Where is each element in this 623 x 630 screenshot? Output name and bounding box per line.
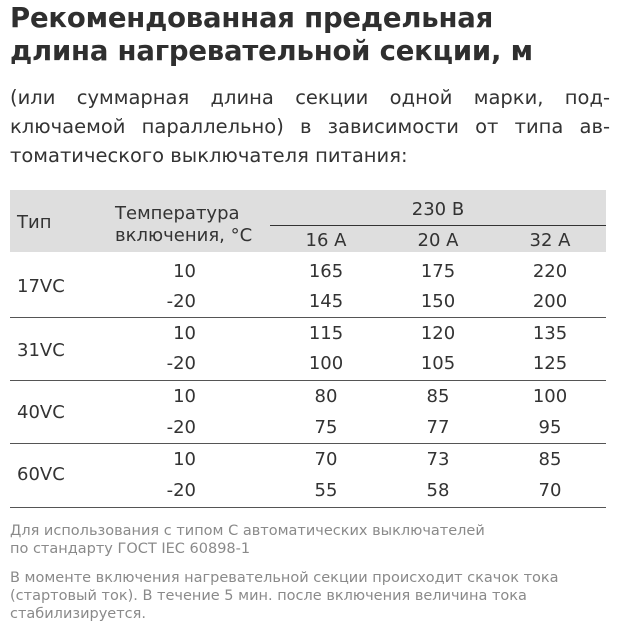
temp-cell: 10 (173, 449, 196, 470)
footnote-line: стабилизируется. (10, 606, 146, 622)
value-cell: 77 (426, 417, 450, 438)
row-divider (10, 317, 606, 318)
footnote-line: Для использования с типом С автоматических выключателей (10, 523, 485, 539)
temp-cell: -20 (166, 291, 196, 312)
header-voltage: 230 В (411, 199, 465, 220)
row-divider (10, 443, 606, 444)
temp-cell: -20 (166, 480, 196, 501)
row-divider (10, 380, 606, 381)
value-cell: 175 (420, 261, 456, 282)
header-type: Тип (17, 212, 52, 233)
value-cell: 165 (308, 261, 344, 282)
value-cell: 58 (426, 480, 450, 501)
value-cell: 75 (314, 417, 338, 438)
value-cell: 55 (314, 480, 338, 501)
value-cell: 73 (426, 449, 450, 470)
footnote-startup-current (10, 569, 610, 623)
value-cell: 115 (308, 323, 344, 344)
header-divider (270, 225, 606, 226)
footnote-standard (10, 522, 610, 558)
value-cell: 80 (314, 386, 338, 407)
footnote-line: В моменте включения нагревательной секции происходит скачок тока (10, 570, 559, 586)
value-cell: 95 (538, 417, 562, 438)
header-current-16: 16 А (305, 230, 347, 251)
value-cell: 120 (420, 323, 456, 344)
row-type-40vc: 40VC (17, 402, 65, 423)
value-cell: 150 (420, 291, 456, 312)
temp-cell: -20 (166, 353, 196, 374)
temp-cell: 10 (173, 261, 196, 282)
row-type-60vc: 60VC (17, 464, 65, 485)
value-cell: 105 (420, 353, 456, 374)
value-cell: 135 (532, 323, 568, 344)
footnote-line: (стартовый ток). В течение 5 мин. после включения величина тока (10, 588, 527, 604)
value-cell: 125 (532, 353, 568, 374)
temp-cell: 10 (173, 323, 196, 344)
value-cell: 100 (308, 353, 344, 374)
value-cell: 100 (532, 386, 568, 407)
temp-cell: -20 (166, 417, 196, 438)
subtitle-line-1: (или суммарная длина секции одной марки, под- (10, 86, 610, 109)
value-cell: 145 (308, 291, 344, 312)
value-cell: 70 (314, 449, 338, 470)
value-cell: 85 (426, 386, 450, 407)
subtitle-line-2: ключаемой параллельно) в зависимости от типа ав- (10, 115, 610, 138)
page-title (10, 2, 610, 68)
title-line-1: Рекомендованная предельная (10, 2, 494, 34)
row-type-31vc: 31VC (17, 340, 65, 361)
header-temp-line-1: Температура (115, 203, 240, 224)
value-cell: 200 (532, 291, 568, 312)
table-bottom-divider (10, 507, 606, 508)
value-cell: 85 (538, 449, 562, 470)
header-current-32: 32 А (529, 230, 571, 251)
header-temp-line-2: включения, °С (115, 225, 253, 246)
value-cell: 70 (538, 480, 562, 501)
title-line-2: длина нагревательной секции, м (10, 35, 533, 67)
value-cell: 220 (532, 261, 568, 282)
subtitle (10, 83, 610, 170)
header-current-20: 20 А (417, 230, 459, 251)
temp-cell: 10 (173, 386, 196, 407)
footnote-line: по стандарту ГОСТ IEC 60898-1 (10, 541, 251, 557)
row-type-17vc: 17VC (17, 276, 65, 297)
subtitle-line-3: томатического выключателя питания: (10, 144, 408, 167)
